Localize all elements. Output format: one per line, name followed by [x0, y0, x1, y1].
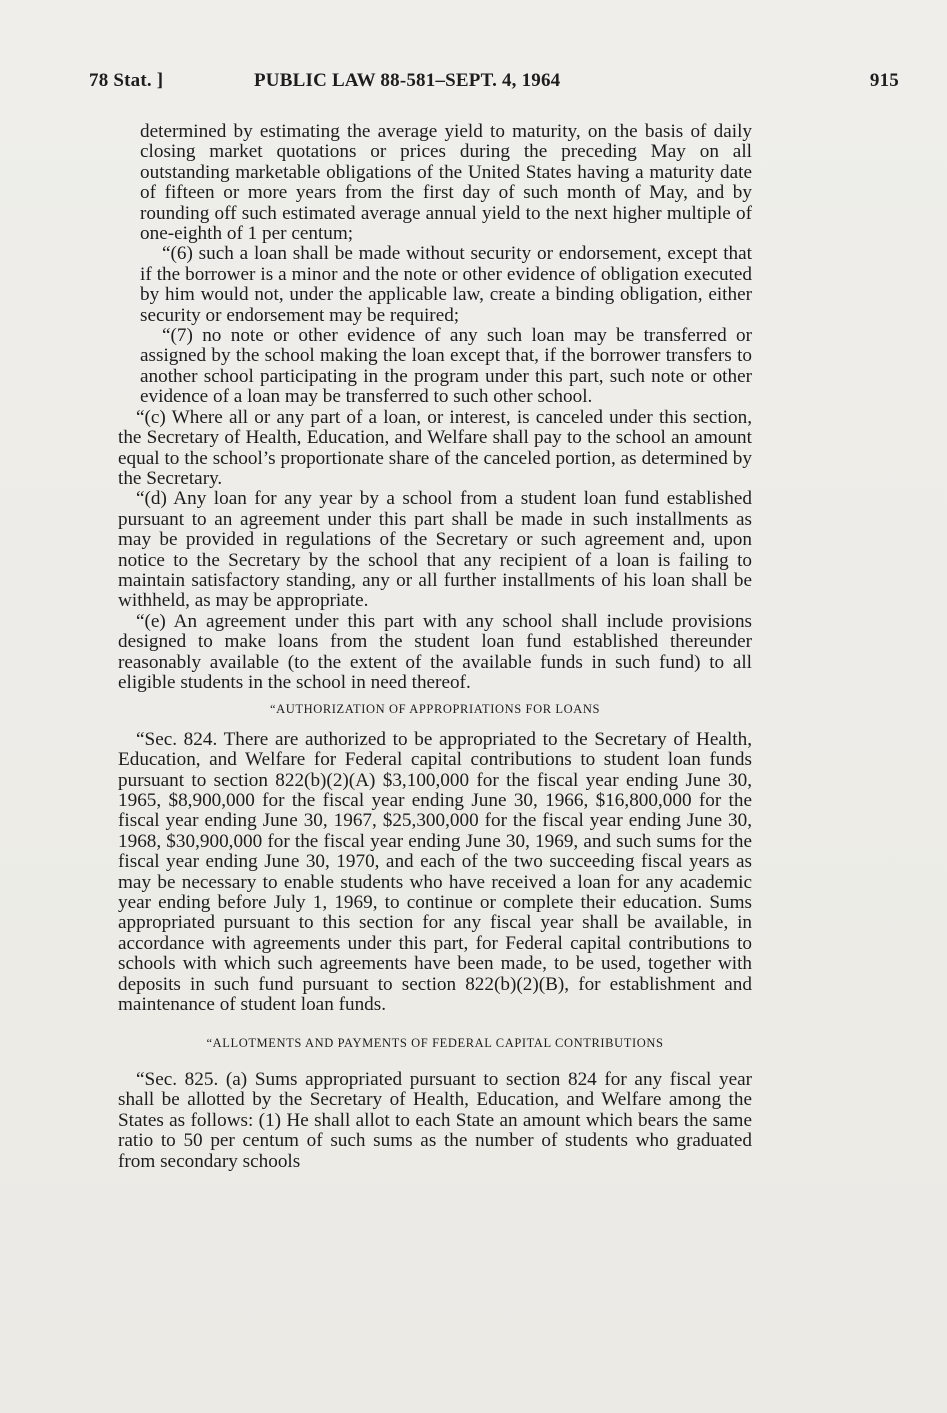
body-text [118, 122, 752, 1172]
paragraph-continuation: determined by estimating the average yield to maturity, on the basis of daily closing market quotations or prices during the preceding May on all outstanding marketable obligations of the United States having a maturity date of fifteen or more years from the first day of such month of May, and by rounding off such estimated average annual yield to the next higher multiple of one-eighth of 1 per centum; [140, 121, 752, 245]
subsection-d: “(d) Any loan for any year by a school from a student loan fund established pursuant to an agreement under this part shall be made in such installments as may be provided in regulations of the Secretary or such agreement and, upon notice to the Secretary by the school that any recipient of a loan is failing to maintain satisfactory standing, any or all further installments of his loan shall be withheld, as may be appropriate. [118, 488, 752, 612]
subsection-e: “(e) An agreement under this part with any school shall include provisions designed to make loans from the student loan fund established thereunder reasonably available (to the extent of the available funds in such fund) to all eligible students in the school in need thereof. [118, 610, 752, 693]
law-title: PUBLIC LAW 88-581–SEPT. 4, 1964 [254, 70, 561, 91]
paragraph-7: “(7) no note or other evidence of any such loan may be transferred or assigned by the school making the loan except that, if the borrower transfers to another school participating in the program under this part, such note or other evidence of a loan may be transferred to such other school. [140, 325, 752, 408]
statute-reference: 78 Stat. ] [89, 70, 164, 91]
running-head [89, 70, 899, 96]
page-number: 915 [869, 70, 899, 91]
section-824: “Sec. 824. There are authorized to be appropriated to the Secretary of Health, Education, and Welfare for Federal capital contributions to student loan funds pursuant to section 822(b)(2)(A) $3,100,000 for the fiscal year ending June 30, 1965, $8,900,000 for the fiscal year ending June 30, 1966, $16,800,000 for the fiscal year ending June 30, 1967, $25,300,000 for the fiscal year ending June 30, 1968, $30,900,000 for the fiscal year ending June 30, 1969, and such sums for the fiscal year ending June 30, 1970, and each of the two succeeding fiscal years as may be necessary to enable students who have received a loan for any academic year ending before July 1, 1969, to continue or complete their education. Sums appropriated pursuant to this section for any fiscal year shall be available, in accordance with agreements under this part, for Federal capital contributions to schools with which such agreements have been made, to be used, together with deposits in such fund pursuant to section 822(b)(2)(B), for establishment and maintenance of student loan funds. [118, 728, 752, 1016]
section-825-heading: “ALLOTMENTS AND PAYMENTS OF FEDERAL CAPITAL CONTRIBUTIONS [206, 1036, 664, 1051]
section-824-heading: “AUTHORIZATION OF APPROPRIATIONS FOR LOANS [269, 702, 601, 717]
subsection-c: “(c) Where all or any part of a loan, or interest, is canceled under this section, the Secretary of Health, Education, and Welfare shall pay to the school an amount equal to the school’s proportionate share of the canceled portion, as determined by the Secretary. [118, 406, 752, 489]
section-825: “Sec. 825. (a) Sums appropriated pursuant to section 824 for any fiscal year shall be allotted by the Secretary of Health, Education, and Welfare among the States as follows: (1) He shall allot to each State an amount which bears the same ratio to 50 per centum of such sums as the number of students who graduated from secondary schools [118, 1068, 752, 1172]
paragraph-6: “(6) such a loan shall be made without security or endorsement, except that if the borrower is a minor and the note or other evidence of obligation executed by him would not, under the applicable law, create a binding obligation, either security or endorsement may be required; [140, 243, 752, 326]
